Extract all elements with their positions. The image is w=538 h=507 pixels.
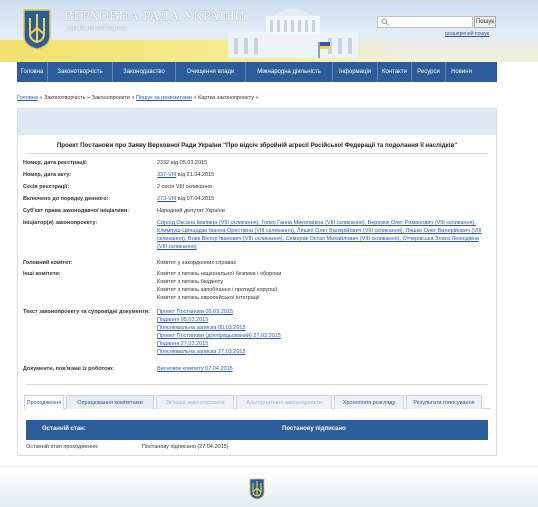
tab-passage[interactable]: Проходження [24,395,64,409]
field-label: Документи, пов'язані із роботою: [23,366,114,372]
tab-chronology[interactable]: Хронологія розгляду [334,395,404,409]
search-input[interactable] [390,17,470,27]
documents-list [157,308,487,356]
field-label: Номер, дата акту: [23,172,72,178]
document-link[interactable]: Пояснювальна записка 05.03.2015 [157,325,246,331]
coat-of-arms-icon[interactable] [22,8,52,50]
tab-alternative-bills: Альтернативні законопроекти [236,395,332,409]
tab-linked-bills: Зв'язані законопроекти [156,395,234,409]
breadcrumb-bills: Законопроекти [91,95,130,101]
nav-item-resources[interactable]: Ресурси [412,62,446,82]
search-icon [381,18,389,26]
breadcrumb-search[interactable]: Пошук за реквізитами [135,95,192,101]
initiators-list[interactable]: Сироїд Оксана Іванівна (VIII скликання), Гопко Ганна Миколаївна (VIII скликання), Березюк Олег Романович (VIII скликання), Климпуш-Цинцадзе Іванна Орестівна (VIII скликання), Ляшко Олег Валерійович (VIII скликання), Ляшко Олег Валерійович (VIII скликання), Вовк Віктор Іванович (VIII скликання), Семерак Остап Михайлович (VIII скликання), Отчерівська Злата Леонідівна (VIII скликання) [157,220,482,250]
field-label: Включено до порядку денного: [23,196,109,202]
agenda-date: від 07.04.2015 [177,196,215,202]
committee-item: Комітет з питань європейської інтеграції [157,295,260,301]
search-button[interactable]: Пошук [474,16,496,28]
related-docs-list [157,365,487,373]
document-link[interactable]: Подання 27.03.2015 [157,341,209,347]
field-value [157,171,487,179]
agenda-link[interactable]: 273-VIII [157,196,177,202]
act-date: від 21.04.2015 [177,172,215,178]
committee-item: Комітет з питань національної безпеки і оборони [157,271,282,277]
advanced-search-link[interactable]: розширений пошук [445,31,490,37]
field-value: Комітет у закордонних справах [157,260,237,266]
site-title[interactable]: ВЕРХОВНА РАДА УКРАЇНИ [64,9,245,24]
tab-voting-results[interactable]: Результати голосування [406,395,482,409]
breadcrumb-home[interactable]: Головна [17,95,38,101]
breadcrumb [17,95,259,101]
tab-committee-processing[interactable]: Опрацювання комітетами [66,395,154,409]
document-link[interactable]: Пояснювальна записка 27.03.2015 [157,349,246,355]
breadcrumb-separator: » [193,95,197,101]
field-value: 2332 від 05.03.2015 [157,160,208,166]
field-value: 2 сесія VIII скликання [157,184,212,190]
last-stage-value: Постанову підписано (27.04.2015) [142,444,229,450]
field-label: Суб'єкт права законодавчої ініціативи: [23,208,130,214]
breadcrumb-separator: » [131,95,135,101]
field-label: Ініціатор(и) законопроекту: [23,220,98,226]
committees-list [157,270,487,302]
footer-coat-of-arms-icon [249,478,265,500]
field-label: Номер, дата реєстрації: [23,160,88,166]
nav-item-lawmaking[interactable]: Законотворчість [48,62,113,82]
divider [26,153,488,154]
nav-item-news[interactable]: Новини [451,69,472,75]
document-link[interactable]: Проект Постанови 05.03.2015 [157,309,234,315]
nav-item-legislation[interactable]: Законодавство [113,62,176,82]
breadcrumb-current: Картка законопроекту [197,95,254,101]
last-status-bar [26,420,488,440]
bill-title: Проект Постанови про Заяву Верховної Ради України "Про відсіч збройній агресії Російської Федерації та подолання її наслідків" [56,142,458,149]
committee-item: Комітет з питань бюджету [157,279,223,285]
nav-item-international[interactable]: Міжнародна діяльність [246,62,333,82]
nav-item-lustration[interactable]: Очищення влади [176,62,246,82]
last-stage-label: Останній етап проходження: [26,444,99,450]
parliament-building-image [218,2,368,60]
field-value [157,195,487,203]
site-footer [0,466,538,507]
act-number-link[interactable]: 337-VIII [157,172,177,178]
field-label: Текст законопроекту та супровідні документи: [23,309,150,315]
site-header [0,0,538,62]
main-nav [17,62,497,82]
field-label: Інші комітети: [23,271,61,277]
field-value: Народний депутат України [157,208,225,214]
nav-item-contacts[interactable]: Контакти [378,62,412,82]
breadcrumb-separator: » [87,95,91,101]
panel-header-band [18,109,496,135]
committee-item: Комітет з питань запобігання і протидії корупції [157,287,278,293]
document-link[interactable]: Висновок комітету 07.04.2015 [157,366,233,372]
field-label: Сесія реєстрації: [23,184,70,190]
site-subtitle: офіційний веб-портал [66,26,127,32]
bill-tabs [24,395,490,409]
nav-item-information[interactable]: Інформація [333,62,378,82]
document-link[interactable]: Проект Постанови (доопрацьований) 27.03.2015 [157,333,281,339]
breadcrumb-separator: » [255,95,259,101]
document-link[interactable]: Подання 05.03.2015 [157,317,209,323]
breadcrumb-lawmaking: Законотворчість [44,95,86,101]
field-label: Головний комітет: [23,260,73,266]
last-status-label: Останній стан: [42,426,86,432]
last-status-value: Постанову підписано [282,426,346,432]
bill-card [17,108,497,456]
nav-item-home[interactable]: Головна [17,62,48,82]
divider [26,384,488,385]
breadcrumb-separator: » [39,95,43,101]
